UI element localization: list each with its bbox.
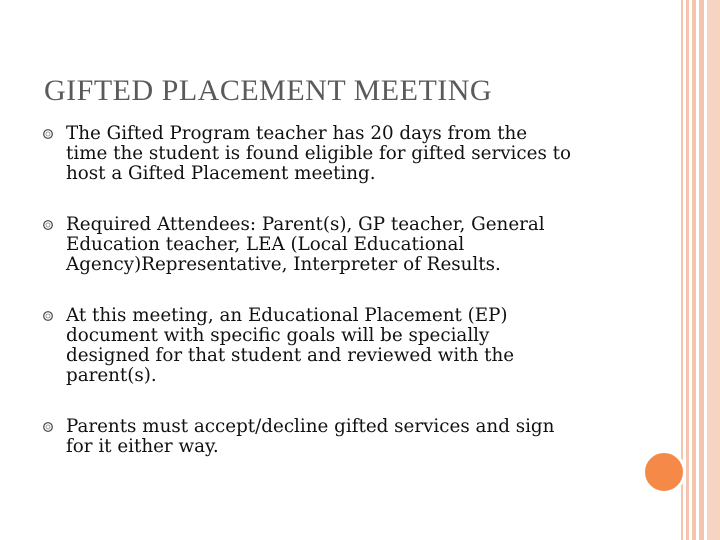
slide-title: GIFTED PLACEMENT MEETING: [44, 74, 493, 107]
decorative-stripe: [707, 0, 720, 540]
decorative-stripe: [686, 0, 689, 540]
bullet-item: [42, 417, 632, 457]
bullet-text: The Gifted Program teacher has 20 days from the time the student is found eligible for gifted services to host a Gifted Placement meeting.: [66, 123, 572, 184]
bullet-text: Parents must accept/decline gifted services and sign for it either way.: [66, 416, 555, 457]
bullet-text: Required Attendees: Parent(s), GP teacher, General Education teacher, LEA (Local Educational Agency)Representative, Interpreter of Results.: [66, 214, 545, 275]
ring-bullet-icon: [42, 421, 54, 433]
ring-bullet-icon: [42, 128, 54, 140]
bullet-item: [42, 306, 632, 386]
decorative-stripe: [699, 0, 704, 540]
bullet-text: At this meeting, an Educational Placement (EP) document with specific goals will be specially designed for that student and reviewed with the parent(s).: [66, 305, 515, 386]
bullet-list: [42, 124, 632, 457]
orange-circle-decoration: [642, 450, 686, 494]
ring-bullet-icon: [42, 310, 54, 322]
ring-bullet-icon: [42, 219, 54, 231]
decorative-stripe: [692, 0, 696, 540]
bullet-item: [42, 124, 632, 184]
bullet-item: [42, 215, 632, 275]
